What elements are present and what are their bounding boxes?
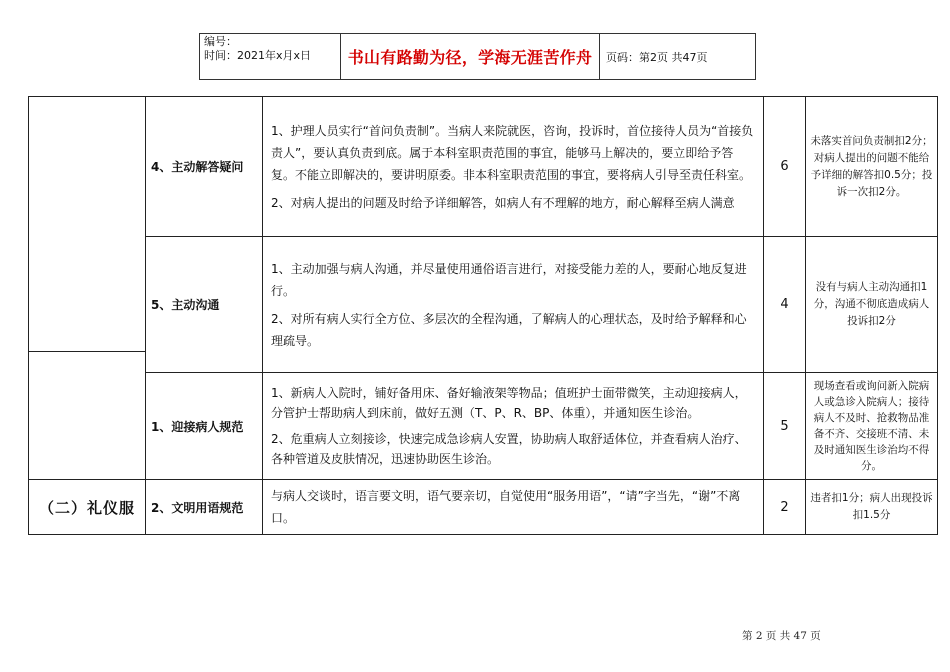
- score-cell: 5: [780, 418, 789, 434]
- table-border-bottom: [28, 534, 938, 535]
- table-border-right: [937, 96, 938, 535]
- description-paragraph: 2、对所有病人实行全方位、多层次的全程沟通，了解病人的心理状态，及时给予解释和心理疏导。: [271, 311, 747, 348]
- page-header: [199, 33, 756, 80]
- time-label: 时间：2021年x月x日: [204, 49, 312, 62]
- description-paragraph: 1、主动加强与病人沟通，并尽量使用通俗语言进行，对接受能力差的人，要耐心地反复进行。: [271, 261, 747, 298]
- row-divider: [28, 351, 145, 352]
- serial-label: 编号：: [204, 35, 237, 48]
- category-cell: 4、主动解答疑问: [151, 160, 244, 174]
- description-paragraph: 1、护理人员实行“首问负责制”。当病人来院就医，咨询，投诉时，首位接待人员为“首接负责人”，要认真负责到底。属于本科室职责范围的事宜，能够马上解决的，要立即给予答复。不能立即解决的，要讲明原委。非本科室职责范围的事宜，要将病人引导至责任科室。: [271, 123, 754, 182]
- deduction-cell: 现场查看或询问新入院病人或急诊入院病人；接待病人不及时、抢救物品准备不齐、交接班不清、未及时通知医生诊治均不得分。: [813, 380, 930, 472]
- category-cell: 2、文明用语规范: [151, 500, 244, 515]
- header-meta: [200, 34, 341, 79]
- header-page-info: 页码：第2页 共47页: [606, 50, 708, 64]
- page-footer: 第 2 页 共 47 页: [742, 630, 821, 642]
- description-paragraph: 1、新病人入院时，铺好备用床、备好输液架等物品；值班护士面带微笑，主动迎接病人，分管护士帮助病人到床前，做好五测（T、P、R、BP、体重），并通知医生诊治。: [271, 386, 747, 420]
- description-paragraph: 与病人交谈时，语言要文明，语气要亲切，自觉使用“服务用语”，“请”字当先，“谢”不离口。: [271, 489, 741, 525]
- score-cell: 4: [780, 297, 789, 312]
- deduction-cell: 未落实首问负责制扣2分；对病人提出的问题不能给予详细的解答扣0.5分；投诉一次扣2分。: [810, 134, 933, 198]
- header-motto: 书山有路勤为径，学海无涯苦作舟: [341, 34, 600, 79]
- description-paragraph: 2、危重病人立刻接诊，快速完成急诊病人安置，协助病人取舒适体位，并查看病人治疗、各种管道及皮肤情况，迅速协助医生诊治。: [271, 432, 747, 466]
- score-cell: 2: [780, 499, 789, 515]
- score-cell: 6: [780, 159, 789, 174]
- deduction-cell: 没有与病人主动沟通扣1分，沟通不彻底造成病人投诉扣2分: [813, 281, 930, 327]
- description-paragraph: 2、对病人提出的问题及时给予详细解答，如病人有不理解的地方，耐心解释至病人满意: [271, 195, 735, 210]
- table-border-left: [28, 96, 29, 535]
- description-cell: [263, 480, 763, 534]
- deduction-cell: 违者扣1分；病人出现投诉扣1.5分: [810, 492, 933, 521]
- description-cell: [263, 237, 763, 372]
- section-label: （二）礼仪服: [38, 498, 135, 517]
- description-cell: [263, 373, 763, 479]
- category-cell: 1、迎接病人规范: [151, 419, 244, 434]
- description-cell: [263, 97, 763, 236]
- category-cell: 5、主动沟通: [151, 298, 220, 312]
